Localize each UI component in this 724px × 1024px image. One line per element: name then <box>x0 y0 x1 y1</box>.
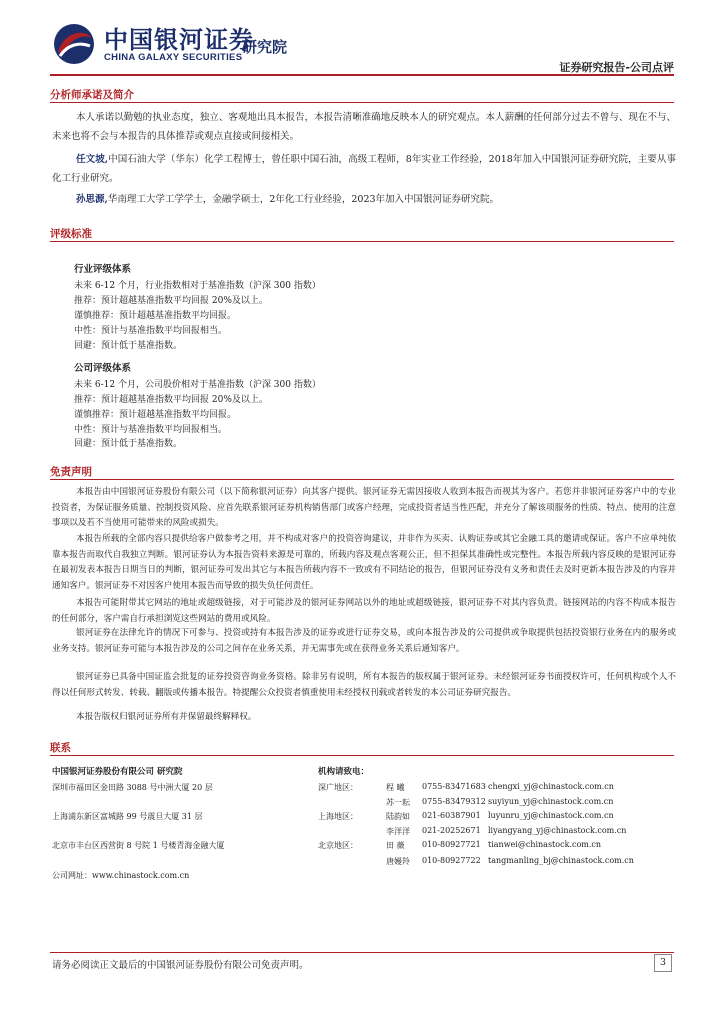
sales-phone: 010-80927721 <box>422 840 481 849</box>
rating-section-divider <box>50 241 674 242</box>
institute-label: 研究院 <box>242 38 288 56</box>
office-address: 北京市丰台区西营街 8 号院 1 号楼青海金融大厦 <box>52 841 225 850</box>
sales-name: 程 曦 <box>386 783 405 792</box>
contact-section-title: 联系 <box>50 742 71 754</box>
sales-email[interactable]: tianwei@chinastock.com.cn <box>488 840 602 849</box>
analyst-bio-2 <box>52 190 676 209</box>
industry-rating-line: 回避：预计低于基准指数。 <box>74 341 183 351</box>
sales-phone: 010-80927722 <box>422 856 481 865</box>
industry-rating-line: 中性：预计与基准指数平均回报相当。 <box>74 326 228 336</box>
sales-region: 北京地区： <box>318 841 358 850</box>
industry-rating-line: 推荐：预计超越基准指数平均回报 20%及以上。 <box>74 296 268 306</box>
sales-region: 深广地区： <box>318 783 358 792</box>
disclaimer-section-divider <box>50 479 674 480</box>
analyst-section-title: 分析师承诺及简介 <box>50 89 134 101</box>
company-rating-heading: 公司评级体系 <box>74 363 132 374</box>
disclaimer-paragraph: 银河证券在法律允许的情况下可参与、投资或持有本报告涉及的证券或进行证券交易，或向本报告涉及的公司提供或争取提供包括投资银行业务在内的服务或业务支持。银河证券可能与本报告涉及的公司之间存在业务关系，并无需事先或在获得业务关系后通知客户。 <box>52 628 676 654</box>
analyst-1-bio: 中国石油大学（华东）化学工程博士，曾任职中国石油，高级工程师，8年实业工作经验，2018年加入中国银河证券研究院，主要从事化工行业研究。 <box>52 154 676 184</box>
report-type: 证券研究报告-公司点评 <box>559 61 674 74</box>
office-address: 上海浦东新区富城路 99 号震旦大厦 31 层 <box>52 812 203 821</box>
analyst-2-name: 孙思源, <box>76 194 108 205</box>
footer-divider <box>50 952 674 953</box>
industry-rating-heading: 行业评级体系 <box>74 264 132 275</box>
sales-email[interactable]: chengxi_yj@chinastock.com.cn <box>488 782 614 791</box>
sales-contact-heading: 机构请致电： <box>318 767 370 777</box>
industry-rating-line: 未来 6-12 个月，行业指数相对于基准指数（沪深 300 指数） <box>74 281 321 291</box>
disclaimer-paragraph: 本报告由中国银河证券股份有限公司（以下简称银河证券）向其客户提供。银河证券无需因接收人收到本报告而视其为客户。若您并非银河证券客户中的专业投资者，为保证服务质量、控制投资风险、应首先联系银河证券机构销售部门或客户经理，完成投资者适当性匹配，并充分了解该项服务的性质、特点、使用的注意事项以及若不当使用可能带来的风险或损失。 <box>52 487 676 528</box>
office-address: 深圳市福田区金田路 3088 号中洲大厦 20 层 <box>52 783 213 792</box>
disclaimer-paragraph: 银河证券已具备中国证监会批复的证券投资咨询业务资格。除非另有说明，所有本报告的版权属于银河证券。未经银河证券书面授权许可，任何机构或个人不得以任何形式转发、转载、翻版或传播本报告。特提醒公众投资者慎重使用未经授权刊载或者转发的本公司证券研究报告。 <box>52 672 676 698</box>
company-rating-line: 回避：预计低于基准指数。 <box>74 439 183 449</box>
company-rating-line: 推荐：预计超越基准指数平均回报 20%及以上。 <box>74 395 268 405</box>
contact-section-divider <box>50 755 674 756</box>
analyst-1-name: 任文坡, <box>76 154 109 165</box>
analyst-section-divider <box>50 102 674 103</box>
company-name-heading: 中国银河证券股份有限公司 研究院 <box>52 767 183 777</box>
disclaimer-paragraph: 本报告所载的全部内容只提供给客户做参考之用，并不构成对客户的投资咨询建议，并非作为买卖、认购证券或其它金融工具的邀请或保证。客户不应单纯依靠本报告而取代自我独立判断。银河证券认为本报告资料来源是可靠的，所载内容及观点客观公正，但不担保其准确性或完整性。本报告所载内容反映的是银河证券在最初发表本报告日期当日的判断，银河证券可发出其它与本报告所载内容不一致或有不同结论的报告，但银河证券没有义务和责任去及时更新本报告涉及的内容并通知客户。银河证券不对因客户使用本报告而导致的损失负任何责任。 <box>52 534 676 591</box>
company-rating-line: 谨慎推荐：预计超越基准指数平均回报。 <box>74 410 237 420</box>
sales-email[interactable]: luyunru_yj@chinastock.com.cn <box>488 811 614 820</box>
company-rating-line: 未来 6-12 个月，公司股价相对于基准指数（沪深 300 指数） <box>74 380 321 390</box>
sales-phone: 0755-83479312 <box>422 797 486 806</box>
logo-chinese-name: 中国银河证券 <box>104 26 254 54</box>
footer-disclaimer-note: 请务必阅读正文最后的中国银河证券股份有限公司免责声明。 <box>52 960 309 971</box>
disclaimer-paragraph: 本报告可能附带其它网站的地址或超级链接，对于可能涉及的银河证券网站以外的地址或超级链接，银河证券不对其内容负责。链接网站的内容不构成本报告的任何部分，客户需自行承担浏览这些网站的费用或风险。 <box>52 598 676 624</box>
header-divider <box>50 74 674 76</box>
sales-name: 苏一耘 <box>386 798 410 807</box>
disclaimer-paragraph: 本报告版权归银河证券所有并保留最终解释权。 <box>76 712 257 722</box>
sales-region: 上海地区： <box>318 812 358 821</box>
company-website[interactable]: 公司网址：www.chinastock.com.cn <box>52 871 190 880</box>
sales-phone: 021-20252671 <box>422 826 481 835</box>
galaxy-logo-icon <box>50 22 98 66</box>
analyst-bio-1 <box>52 150 676 188</box>
sales-name: 田 薇 <box>386 841 405 850</box>
analyst-commitment-paragraph: 本人承诺以勤勉的执业态度，独立、客观地出具本报告，本报告清晰准确地反映本人的研究观点。本人薪酬的任何部分过去不曾与、现在不与、未来也将不会与本报告的具体推荐或观点直接或间接相关。 <box>52 112 676 142</box>
disclaimer-section-title: 免责声明 <box>50 466 92 478</box>
sales-phone: 021-60387901 <box>422 811 481 820</box>
company-rating-line: 中性：预计与基准指数平均回报相当。 <box>74 425 228 435</box>
sales-phone: 0755-83471683 <box>422 782 486 791</box>
industry-rating-line: 谨慎推荐：预计超越基准指数平均回报。 <box>74 311 237 321</box>
page-number: 3 <box>654 954 672 972</box>
sales-name: 唐嫚羚 <box>386 857 410 866</box>
sales-email[interactable]: tangmanling_bj@chinastock.com.cn <box>488 856 634 865</box>
rating-section-title: 评级标准 <box>50 228 92 240</box>
analyst-2-bio: 华南理工大学工学学士，金融学硕士，2年化工行业经验，2023年加入中国银河证券研究院。 <box>107 194 500 205</box>
logo-english-name: CHINA GALAXY SECURITIES <box>104 52 243 63</box>
sales-email[interactable]: suyiyun_yj@chinastock.com.cn <box>488 797 614 806</box>
sales-email[interactable]: liyangyang_yj@chinastock.com.cn <box>488 826 627 835</box>
sales-name: 李洋洋 <box>386 827 410 836</box>
sales-name: 陆韵如 <box>386 812 410 821</box>
